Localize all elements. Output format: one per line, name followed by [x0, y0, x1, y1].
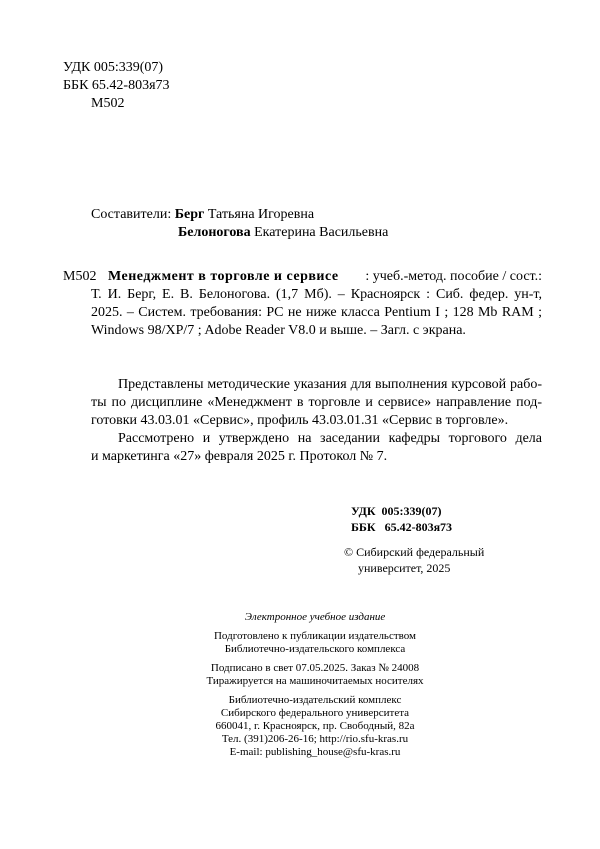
imprint-copies: Тиражируется на машиночитаемых носителях — [206, 675, 424, 687]
imprint-edition: Электронное учебное издание — [244, 611, 386, 623]
header-udk: УДК 005:339(07) — [63, 60, 164, 75]
compilers-line-2 — [178, 224, 388, 242]
catalog-cipher: М502 — [63, 269, 97, 284]
compiler-2-name: Екатерина Васильевна — [254, 225, 389, 240]
catalog-line-1-rest: : учеб.-метод. пособие / сост.: — [365, 269, 542, 284]
catalog-line-2: Т. И. Берг, Е. В. Белоногова. (1,7 Мб). – Красноярск : Сиб. федер. ун-т, — [91, 287, 542, 302]
abstract-line-5: и маркетинга «27» февраля 2025 г. Протокол № 7. — [91, 449, 388, 464]
imprint-phone: Тел. (391)206-26-16; http://rio.sfu-kras.ru — [221, 733, 409, 745]
imprint-address: 660041, г. Красноярск, пр. Свободный, 82а — [215, 720, 415, 732]
abstract-line-4: Рассмотрено и утверждено на заседании кафедры торгового дела — [118, 431, 542, 446]
header-bbk: ББК 65.42-803я73 — [63, 78, 170, 93]
catalog-title: Менеджмент в торговле и сервисе — [108, 269, 339, 284]
compiler-1-surname: Берг — [174, 207, 205, 222]
compiler-1-name: Татьяна Игоревна — [207, 207, 315, 222]
imprint-email: E-mail: publishing_house@sfu-kras.ru — [229, 746, 401, 758]
catalog-line-1 — [108, 268, 542, 286]
compilers-label: Составители: — [91, 207, 172, 222]
header-cipher: М502 — [91, 96, 125, 111]
copyright-line-2: университет, 2025 — [358, 561, 451, 575]
abstract-line-2: ты по дисциплине «Менеджмент в торговле и сервисе» направление под- — [91, 395, 542, 410]
catalog-line-3: 2025. – Систем. требования: PC не ниже класса Pentium I ; 128 Mb RAM ; — [91, 305, 542, 320]
imprint-signed: Подписано в свет 07.05.2025. Заказ № 24008 — [210, 662, 420, 674]
abstract-line-1: Представлены методические указания для выполнения курсовой рабо- — [118, 377, 542, 392]
copyright-line-1: © Сибирский федеральный — [344, 545, 485, 559]
imprint-prep-1: Подготовлено к публикации издательством — [213, 630, 417, 642]
catalog-line-4: Windows 98/XP/7 ; Adobe Reader V8.0 и выше. – Загл. с экрана. — [91, 323, 466, 338]
classification-udk: УДК 005:339(07) — [351, 504, 442, 518]
compiler-2-surname: Белоногова — [178, 225, 251, 240]
abstract-line-3: готовки 43.03.01 «Сервис», профиль 43.03.01.31 «Сервис в торговле». — [91, 413, 509, 428]
imprint-publisher-2: Сибирского федерального университета — [220, 707, 410, 719]
imprint-publisher-1: Библиотечно-издательский комплекс — [228, 694, 402, 706]
classification-bbk: ББК 65.42-803я73 — [351, 520, 453, 534]
compilers-line-1 — [91, 206, 314, 224]
imprint-prep-2: Библиотечно-издательского комплекса — [224, 643, 406, 655]
